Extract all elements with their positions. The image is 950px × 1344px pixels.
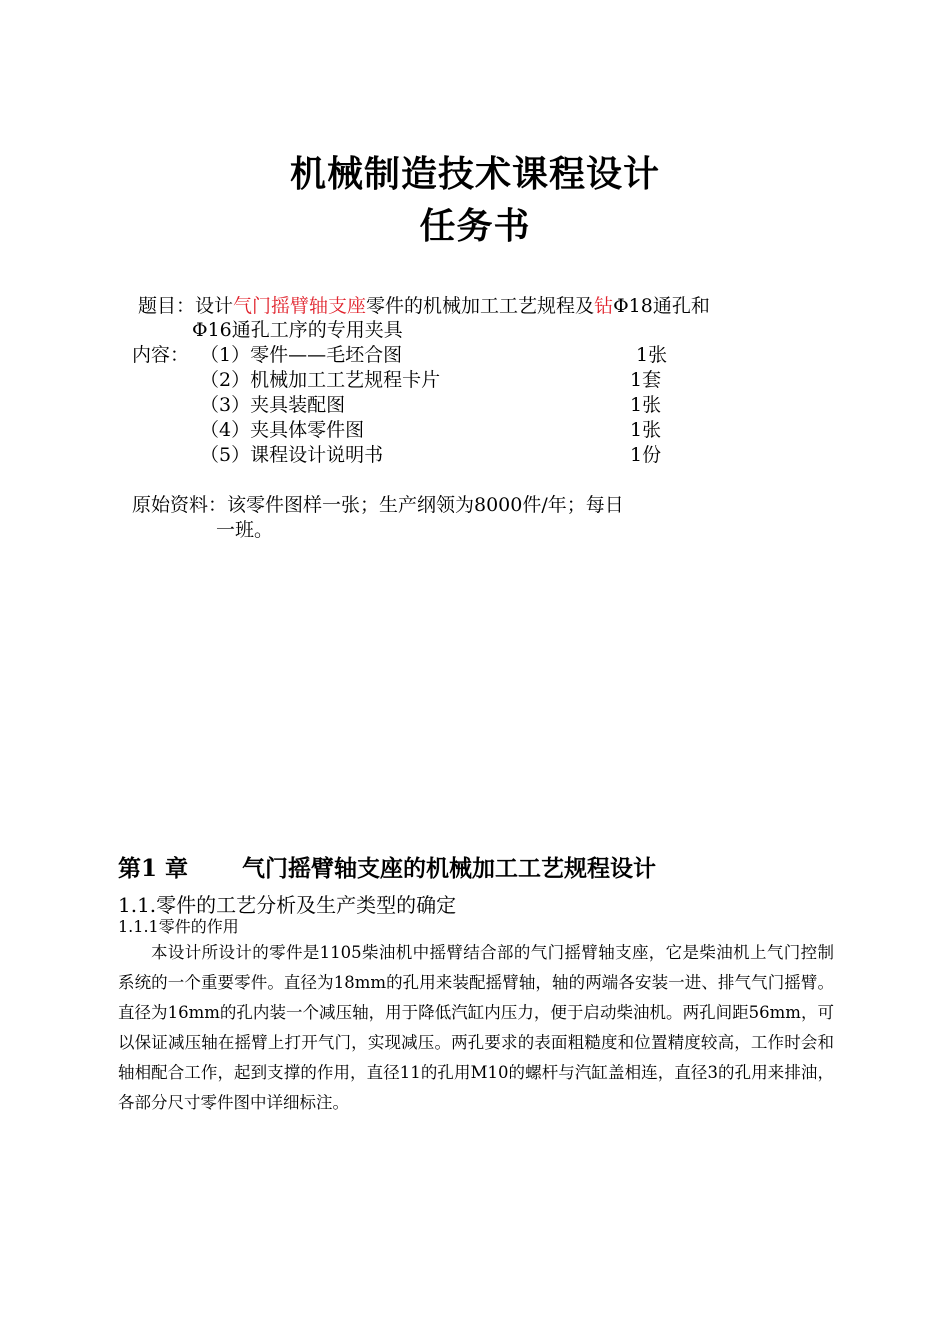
subsection-heading: 1.1.1零件的作用 bbox=[118, 917, 239, 936]
content-item-1-name: （1）零件——毛坯合图 bbox=[200, 344, 403, 366]
topic-prefix: 设计 bbox=[195, 295, 234, 317]
content-item-5-qty: 1份 bbox=[630, 444, 662, 466]
content-item-1-qty: 1张 bbox=[636, 344, 668, 366]
chapter-title: 气门摇臂轴支座的机械加工工艺规程设计 bbox=[242, 855, 657, 882]
source-line-1: 原始资料：该零件图样一张；生产纲领为8000件/年；每日 bbox=[132, 494, 624, 516]
content-item-5-name: （5）课程设计说明书 bbox=[200, 444, 384, 466]
paragraph-text: 本设计所设计的零件是1105柴油机中摇臂结合部的气门摇臂轴支座，它是柴油机上气门控制系统的一个重要零件。直径为18mm的孔用来装配摇臂轴，轴的两端各安装一进、排气气门摇臂。直径为16mm的孔内装一个减压轴，用于降低汽缸内压力，便于启动柴油机。两孔间距56mm，可以保证减压轴在摇臂上打开气门，实现减压。两孔要求的表面粗糙度和位置精度较高，工作时会和轴相配合工作，起到支撑的作用，直径11的孔用M10的螺杆与汽缸盖相连，直径3的孔用来排油，各部分尺寸零件图中详细标注。 bbox=[118, 943, 834, 1112]
source-line-2: 一班。 bbox=[216, 519, 274, 541]
content-item-4-qty: 1张 bbox=[630, 419, 662, 441]
topic-part-name: 气门摇臂轴支座 bbox=[233, 295, 367, 317]
document-title-line-2: 任务书 bbox=[419, 205, 531, 247]
topic-line-2: Φ16通孔工序的专用夹具 bbox=[192, 319, 403, 341]
topic-operation: 钻 bbox=[594, 295, 614, 317]
section-paragraph bbox=[118, 938, 834, 1118]
chapter-number: 第1 章 bbox=[118, 855, 189, 882]
chapter-heading bbox=[118, 850, 656, 883]
section-heading: 1.1.零件的工艺分析及生产类型的确定 bbox=[118, 893, 457, 917]
document-title-line-1: 机械制造技术课程设计 bbox=[289, 153, 660, 195]
content-label: 内容： bbox=[132, 344, 190, 366]
content-item-3-qty: 1张 bbox=[630, 394, 662, 416]
content-item-2-name: （2）机械加工工艺规程卡片 bbox=[200, 369, 441, 391]
content-item-3-name: （3）夹具装配图 bbox=[200, 394, 346, 416]
topic-label: 题目： bbox=[138, 295, 196, 317]
topic-middle: 零件的机械加工工艺规程及 bbox=[366, 295, 595, 317]
topic-line-1 bbox=[138, 294, 710, 318]
content-item-4-name: （4）夹具体零件图 bbox=[200, 419, 365, 441]
topic-suffix: Φ18通孔和 bbox=[613, 295, 710, 317]
content-item-2-qty: 1套 bbox=[630, 369, 662, 391]
